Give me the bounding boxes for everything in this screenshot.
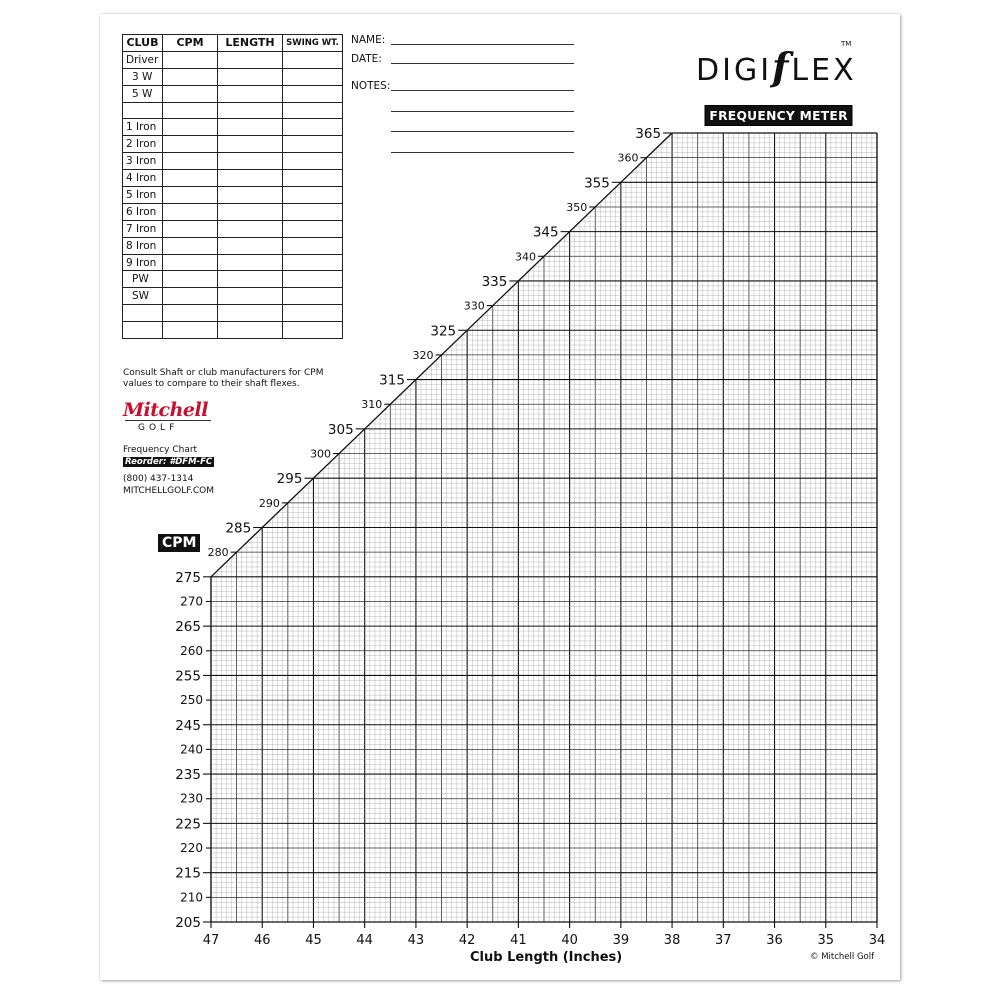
club-cell: 8 Iron bbox=[123, 237, 163, 254]
diagonal-tick-label: 290 bbox=[258, 496, 280, 510]
diagonal-tick-label: 320 bbox=[412, 348, 434, 362]
y-axis-label: CPM bbox=[158, 534, 200, 552]
diagonal-tick-label: 325 bbox=[430, 323, 457, 340]
x-tick-label: 46 bbox=[253, 933, 271, 948]
x-tick-label: 47 bbox=[202, 933, 220, 948]
diagonal-tick-label: 285 bbox=[225, 520, 252, 537]
diagonal-tick-label: 315 bbox=[379, 372, 405, 389]
col-length-header: LENGTH bbox=[218, 35, 283, 52]
diagonal-tick-label: 350 bbox=[566, 200, 588, 214]
club-cell: 2 Iron bbox=[123, 136, 163, 153]
name-label: NAME: bbox=[351, 34, 386, 46]
diagonal-tick-label: 340 bbox=[515, 250, 536, 264]
y-tick-label: 270 bbox=[180, 594, 203, 609]
diagonal-tick-label: 355 bbox=[584, 175, 610, 192]
x-tick-label: 38 bbox=[663, 933, 681, 948]
y-tick-label: 250 bbox=[180, 693, 203, 708]
mitchell-logo: Mitchell bbox=[123, 399, 208, 421]
diagonal-tick-label: 295 bbox=[276, 471, 303, 488]
website: MITCHELLGOLF.COM bbox=[123, 486, 214, 496]
y-tick-label: 275 bbox=[175, 569, 201, 586]
logo-digi-text: DIGI bbox=[696, 53, 773, 88]
y-tick-label: 230 bbox=[180, 791, 203, 806]
y-tick-label: 210 bbox=[180, 890, 203, 905]
logo-lex-text: LEX bbox=[791, 53, 857, 88]
x-tick-label: 43 bbox=[407, 933, 425, 948]
x-tick-label: 37 bbox=[715, 933, 732, 948]
x-axis-label: Club Length (Inches) bbox=[470, 950, 623, 965]
diagonal-tick-label: 300 bbox=[310, 447, 332, 461]
reorder-badge: Reorder: #DFM-FC bbox=[125, 457, 213, 467]
col-swing-wt-header: SWING WT. bbox=[283, 35, 343, 52]
x-tick-label: 41 bbox=[510, 933, 527, 948]
club-cell: 1 Iron bbox=[123, 119, 163, 136]
club-cell: 9 Iron bbox=[123, 254, 163, 271]
y-tick-label: 235 bbox=[175, 767, 201, 784]
y-tick-label: 245 bbox=[175, 717, 201, 734]
diagonal-tick-label: 360 bbox=[617, 151, 639, 165]
logo-f-text: f bbox=[772, 44, 792, 89]
club-cell: 3 Iron bbox=[123, 153, 163, 170]
frequency-meter-badge: FREQUENCY METER bbox=[705, 105, 853, 126]
diagonal-tick-label: 365 bbox=[635, 126, 662, 142]
club-cell: Driver bbox=[123, 51, 163, 68]
club-cell: SW bbox=[123, 288, 163, 305]
diagonal-tick-label: 310 bbox=[361, 398, 383, 412]
consult-note: Consult Shaft or club manufacturers for CPM values to compare to their shaft flexes. bbox=[123, 368, 324, 389]
diagonal-tick-label: 335 bbox=[481, 273, 508, 290]
diagonal-tick-label: 330 bbox=[463, 299, 485, 313]
x-tick-label: 40 bbox=[561, 933, 578, 948]
x-tick-label: 36 bbox=[766, 933, 783, 948]
phone-number: (800) 437-1314 bbox=[123, 474, 194, 484]
y-tick-label: 255 bbox=[175, 668, 201, 685]
club-cell: 5 Iron bbox=[123, 187, 163, 204]
diagonal-tick-label: 345 bbox=[532, 224, 559, 241]
club-cell: 5 W bbox=[123, 85, 163, 102]
diagonal-tick-label: 305 bbox=[327, 421, 354, 438]
col-cpm-header: CPM bbox=[163, 35, 218, 52]
y-tick-label: 240 bbox=[180, 742, 203, 757]
y-tick-label: 260 bbox=[180, 643, 203, 658]
date-label: DATE: bbox=[351, 53, 382, 65]
x-tick-label: 42 bbox=[458, 933, 476, 948]
y-tick-label: 265 bbox=[175, 619, 201, 636]
y-tick-label: 225 bbox=[175, 816, 201, 833]
club-cell: 7 Iron bbox=[123, 220, 163, 237]
x-tick-label: 34 bbox=[868, 933, 886, 948]
copyright: © Mitchell Golf bbox=[810, 952, 875, 962]
y-tick-label: 220 bbox=[180, 841, 203, 856]
x-tick-label: 35 bbox=[817, 933, 835, 948]
club-cell: 3 W bbox=[123, 68, 163, 85]
diagonal-tick-label: 280 bbox=[207, 546, 229, 560]
col-club-header: CLUB bbox=[123, 35, 163, 52]
mitchell-golf-subtext: GOLF bbox=[138, 423, 179, 433]
x-tick-label: 45 bbox=[305, 933, 322, 948]
club-cell: 4 Iron bbox=[123, 170, 163, 187]
notes-label: NOTES: bbox=[351, 80, 391, 92]
club-cell: PW bbox=[123, 271, 163, 288]
y-tick-label: 215 bbox=[175, 865, 201, 882]
trademark-mark: TM bbox=[841, 40, 852, 48]
club-cell: 6 Iron bbox=[123, 203, 163, 220]
x-tick-label: 44 bbox=[356, 933, 373, 948]
y-tick-label: 205 bbox=[175, 915, 201, 931]
x-tick-label: 39 bbox=[612, 933, 630, 948]
chart-name: Frequency Chart bbox=[123, 445, 198, 455]
